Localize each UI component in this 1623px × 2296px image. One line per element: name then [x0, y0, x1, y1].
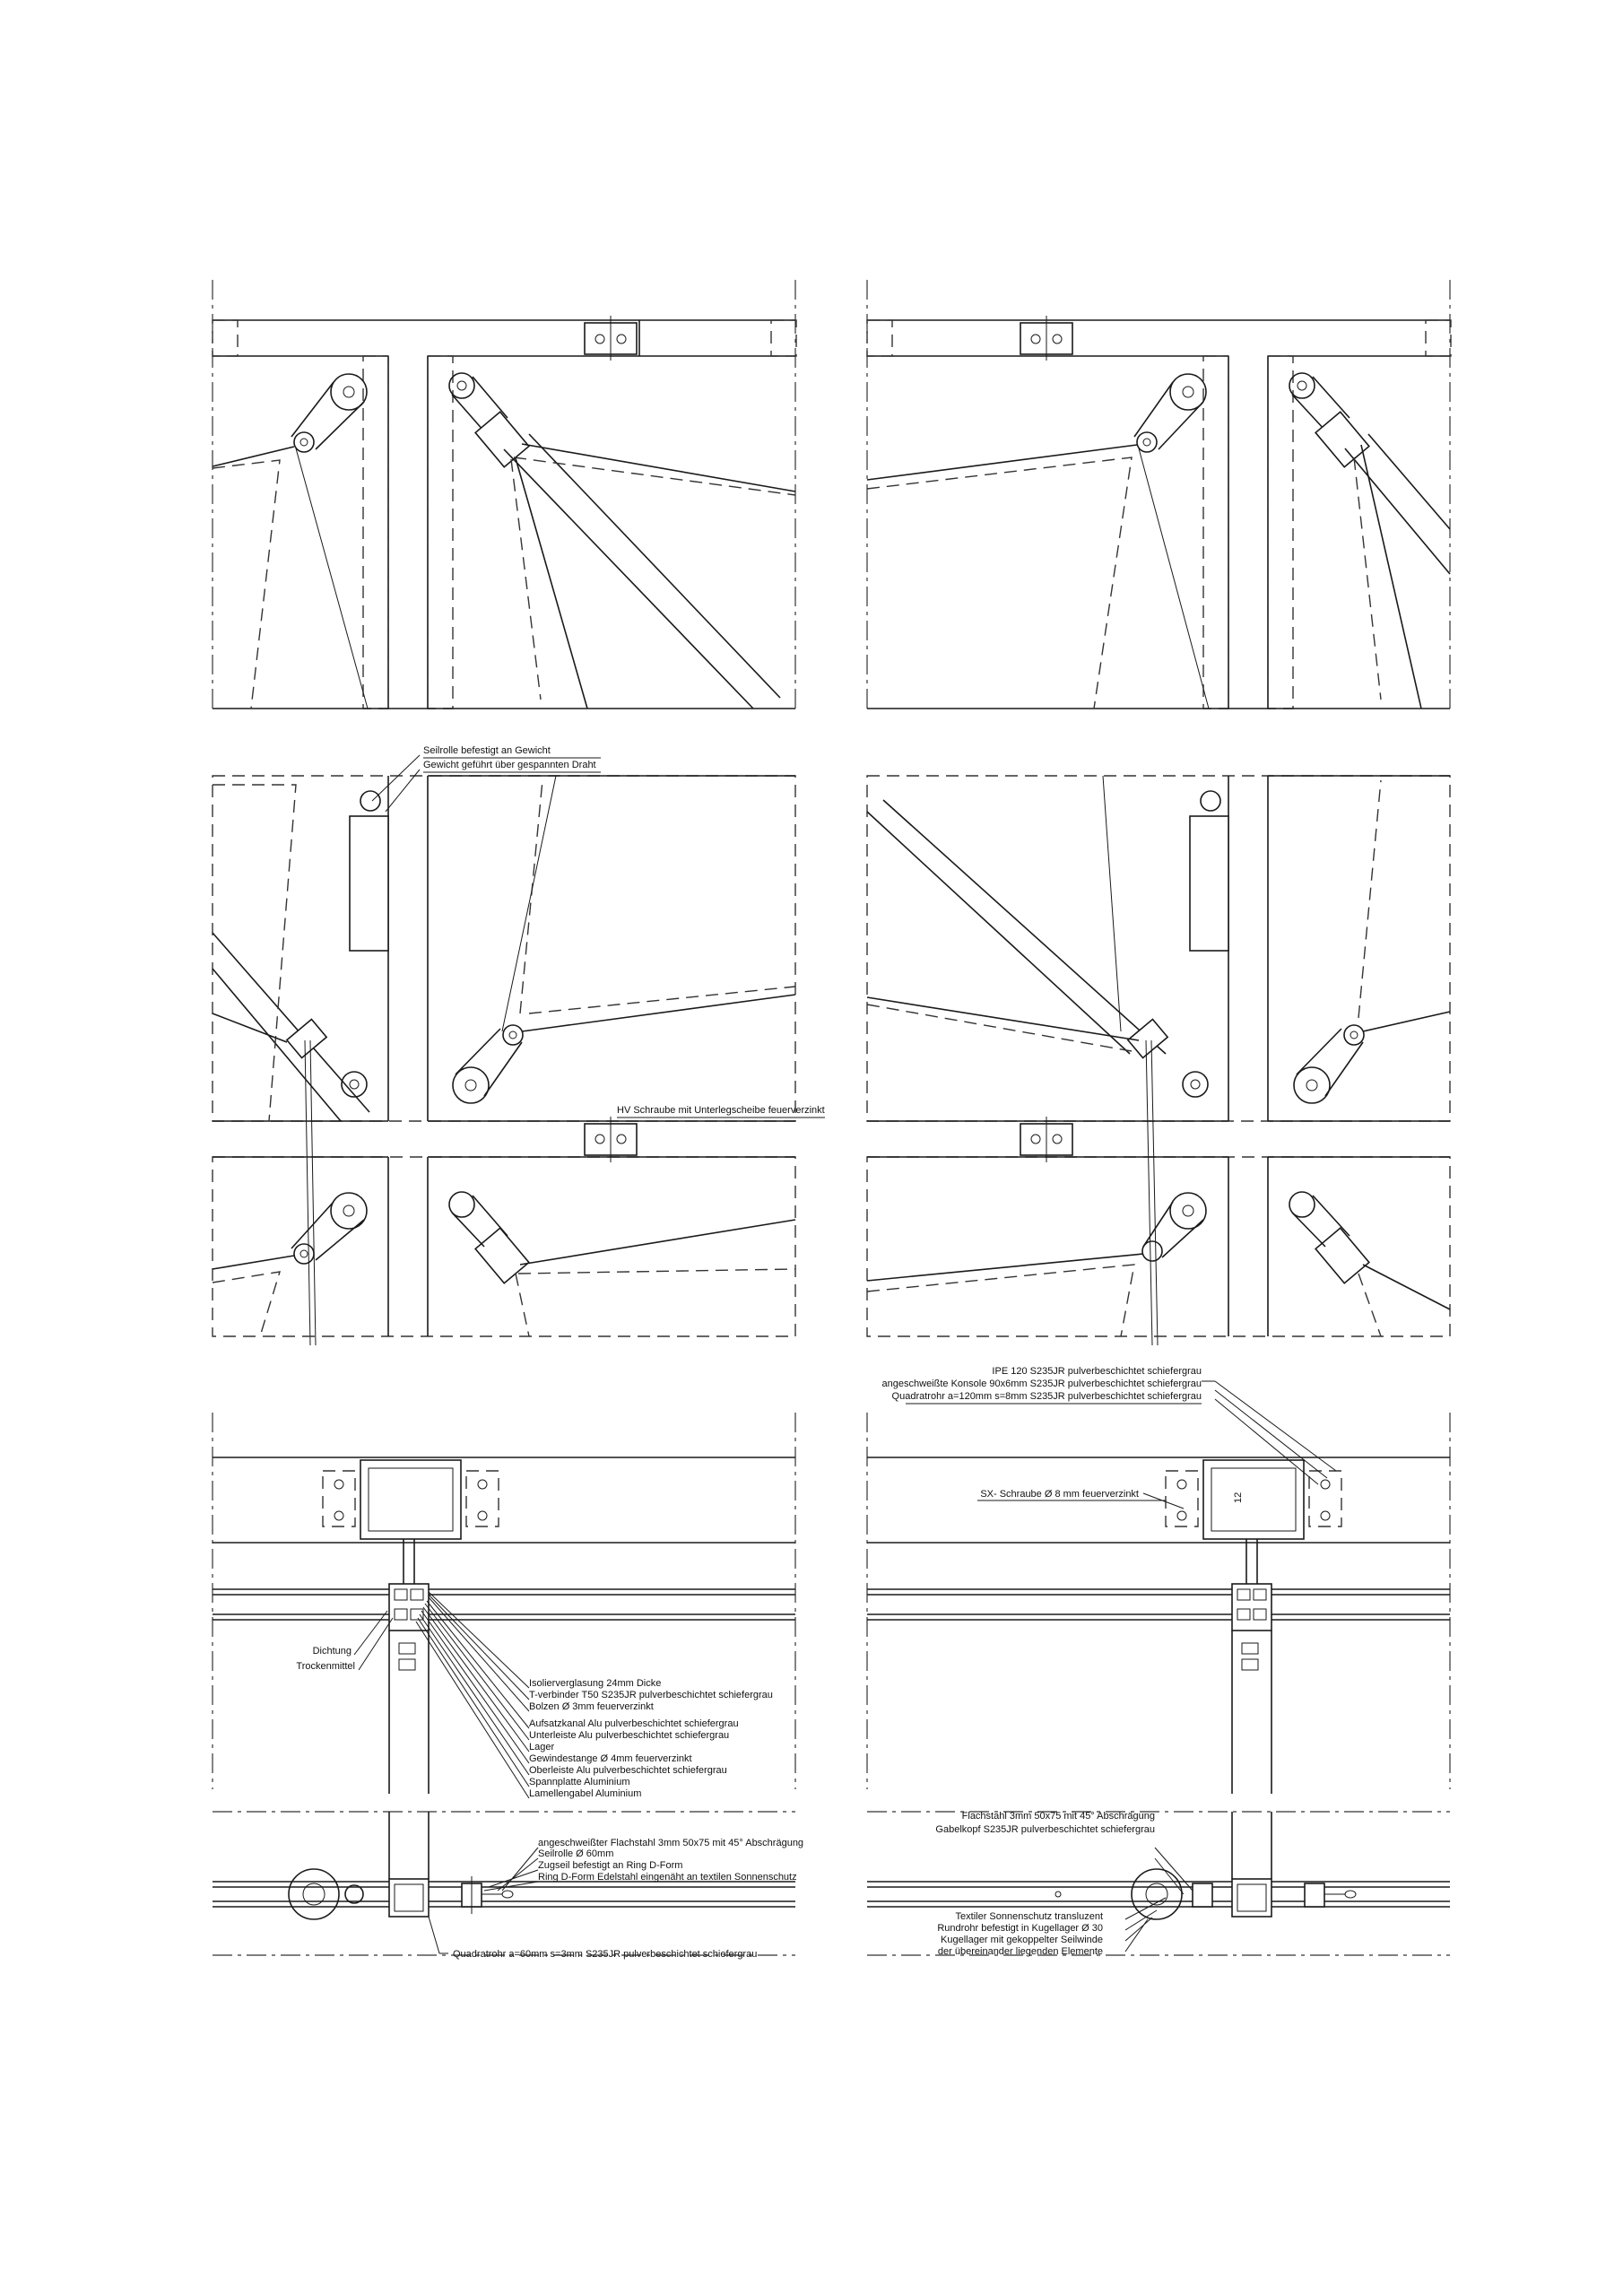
label-quadratrohr-60: Quadratrohr a=60mm s=3mm S235JR pulverbeschichtet schiefergrau — [453, 1949, 758, 1960]
plan-detail-left — [213, 1812, 795, 1955]
profile-label: Unterleiste Alu pulverbeschichtet schiefergrau — [529, 1730, 730, 1741]
elevation-top-left — [213, 280, 796, 709]
profile-label: Lamellengabel Aluminium — [529, 1788, 642, 1799]
label-seilrolle-gewicht: Seilrolle befestigt an Gewicht — [423, 745, 551, 756]
profile-label: Bolzen Ø 3mm feuerverzinkt — [529, 1701, 654, 1712]
section-detail-right — [867, 1381, 1450, 1794]
plan-left-label: angeschweißter Flachstahl 3mm 50x75 mit 45° Abschrägung — [538, 1838, 804, 1848]
label-dichtung: Dichtung — [312, 1646, 352, 1657]
profile-label: Lager — [529, 1742, 555, 1752]
dimension-12: 12 — [1233, 1492, 1244, 1503]
plan-right-label: Gabelkopf S235JR pulverbeschichtet schiefergrau — [935, 1824, 1155, 1835]
plan-left-label: Seilrolle Ø 60mm — [538, 1848, 614, 1859]
profile-label: T-verbinder T50 S235JR pulverbeschichtet schiefergrau — [529, 1690, 773, 1700]
label-hv-schraube: HV Schraube mit Unterlegscheibe feuerverzinkt — [617, 1105, 825, 1116]
profile-label: Oberleiste Alu pulverbeschichtet schiefergrau — [529, 1765, 727, 1776]
profile-label: Isolierverglasung 24mm Dicke — [529, 1678, 662, 1689]
plan-right-label: der übereinander liegenden Elemente — [937, 1946, 1103, 1957]
label-trockenmittel: Trockenmittel — [296, 1661, 355, 1672]
elevation-top-right — [867, 280, 1451, 709]
plan-right-label: Kugellager mit gekoppelter Seilwinde — [941, 1935, 1103, 1945]
plan-right-label: Rundrohr befestigt in Kugellager Ø 30 — [937, 1923, 1103, 1934]
label-quadratrohr-120: Quadratrohr a=120mm s=8mm S235JR pulverbeschichtet schiefergrau — [891, 1391, 1202, 1402]
label-konsole: angeschweißte Konsole 90x6mm S235JR pulverbeschichtet schiefergrau — [881, 1378, 1202, 1389]
profile-label: Aufsatzkanal Alu pulverbeschichtet schiefergrau — [529, 1718, 739, 1729]
plan-right-label: Textiler Sonnenschutz transluzent — [955, 1911, 1103, 1922]
label-ipe: IPE 120 S235JR pulverbeschichtet schiefergrau — [992, 1366, 1202, 1377]
plan-right-label: Flachstahl 3mm 50x75 mit 45° Abschrägung — [961, 1811, 1155, 1822]
label-sx-schraube: SX- Schraube Ø 8 mm feuerverzinkt — [980, 1489, 1139, 1500]
plan-left-label: Zugseil befestigt an Ring D-Form — [538, 1860, 683, 1871]
elevation-lower-left — [213, 1157, 795, 1336]
labels — [296, 745, 1244, 1960]
label-gewicht-draht: Gewicht geführt über gespannten Draht — [423, 760, 596, 770]
profile-label: Gewindestange Ø 4mm feuerverzinkt — [529, 1753, 692, 1764]
profile-label: Spannplatte Aluminium — [529, 1777, 630, 1787]
elevation-lower-right — [867, 1157, 1450, 1336]
plan-left-label: Ring D-Form Edelstahl eingenäht an textilen Sonnenschutz — [538, 1872, 797, 1883]
